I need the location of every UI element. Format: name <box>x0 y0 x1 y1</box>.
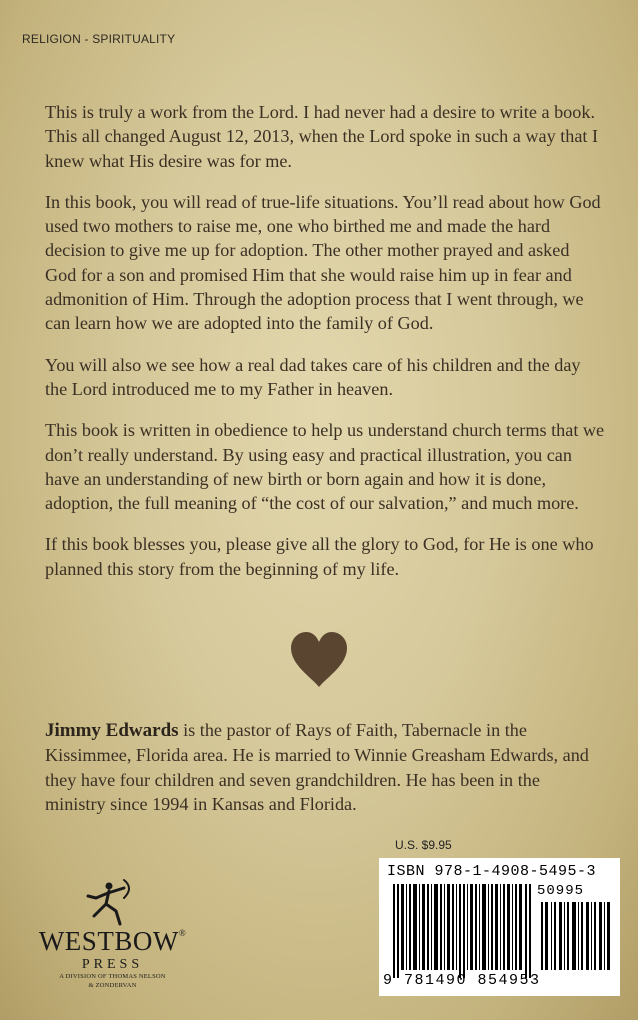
author-bio-text: is the pastor of Rays of Faith, Tabernacle in the Kissimmee, Florida area. He is married to Winnie Greasham Edwards, and they have four children and seven grandchildren. He has been in the ministry since 1994 in Kansas and Florida. <box>45 720 589 814</box>
publisher-name-text: WESTBOW <box>38 926 179 956</box>
publisher-division-2: & ZONDERVAN <box>88 982 137 989</box>
archer-icon <box>82 878 144 926</box>
blurb-paragraph: You will also we see how a real dad takes care of his children and the day the Lord introduced me to my Father in heaven. <box>45 354 581 399</box>
blurb <box>45 100 605 598</box>
publisher-logo <box>30 878 195 998</box>
heart-icon <box>289 631 349 689</box>
barcode-number: 9 781490 854953 <box>383 972 541 989</box>
registered-mark: ® <box>178 928 187 938</box>
barcode-addon-number: 50995 <box>537 883 585 899</box>
blurb-paragraph: This is truly a work from the Lord. I had never had a desire to write a book. This all changed August 12, 2013, when the Lord spoke in such a way that I knew what His desire was for me. <box>45 102 599 171</box>
blurb-paragraph: This book is written in obedience to help us understand church terms that we don’t really understand. By using easy and practical illustration, you can have an understanding of new birth or born again and how it is done, adoption, the full meaning of “the cost of our salvation,” and much more. <box>45 420 605 514</box>
category-label: RELIGION - SPIRITUALITY <box>22 32 176 46</box>
author-name: Jimmy Edwards <box>45 720 179 741</box>
barcode-addon-bars <box>541 902 613 970</box>
price-label: U.S. $9.95 <box>395 838 452 852</box>
isbn-label: ISBN 978-1-4908-5495-3 <box>387 863 597 880</box>
blurb-paragraph: In this book, you will read of true-life situations. You’ll read about how God used two mothers to raise me, one who birthed me and made the hard decision to give me up for adoption. The other mother prayed and asked God for a son and promised Him that she would raise him up in fear and admonition of Him. Through the adoption process that I went through, we can learn how we are adopted into the family of God. <box>45 191 601 334</box>
barcode-bars <box>393 884 533 978</box>
publisher-name <box>30 926 195 957</box>
publisher-division: A DIVISION OF THOMAS NELSON <box>59 973 166 980</box>
blurb-paragraph: If this book blesses you, please give all the glory to God, for He is one who planned this story from the beginning of my life. <box>45 534 594 579</box>
author-bio <box>45 718 605 816</box>
isbn-barcode <box>379 858 620 996</box>
publisher-press: PRESS <box>81 957 144 972</box>
